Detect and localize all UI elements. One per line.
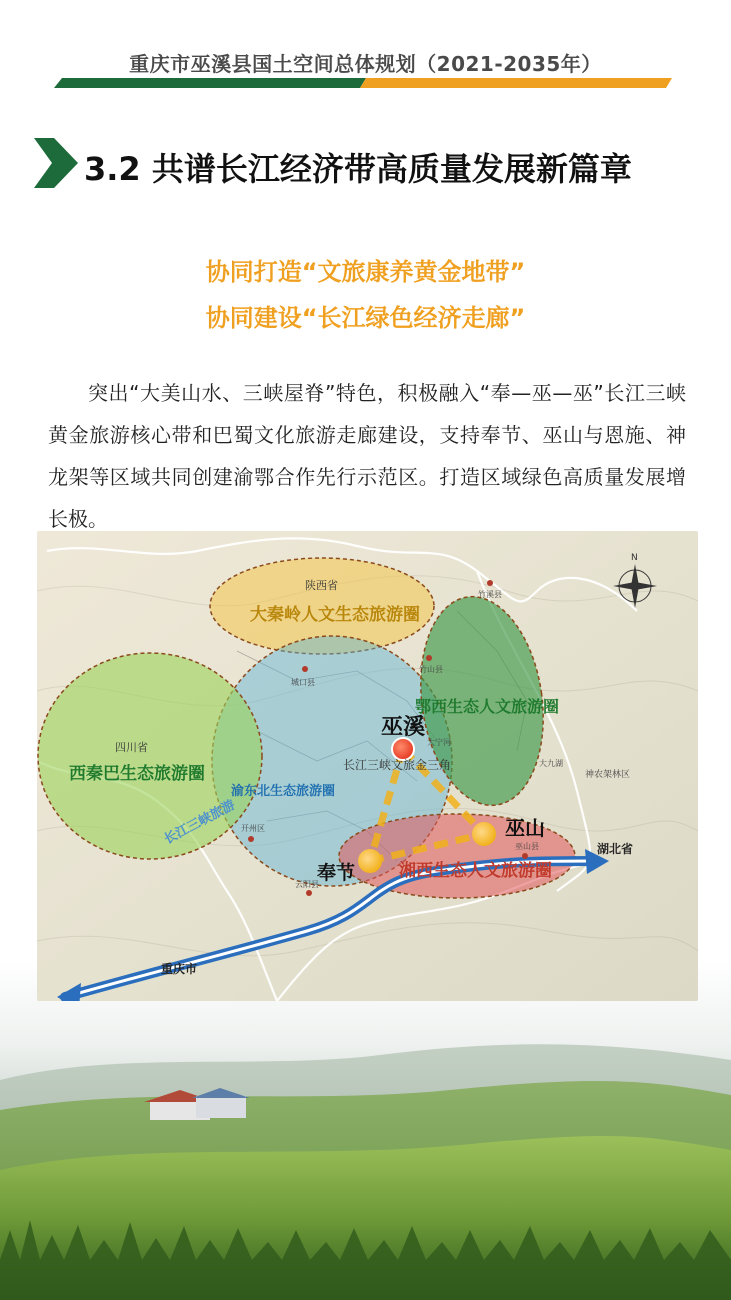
document-header-title: 重庆市巫溪县国土空间总体规划（2021-2035年）	[129, 52, 602, 76]
county-dot-kaizhou	[248, 836, 254, 842]
region-label-shaanxi: 陕西省	[305, 579, 338, 592]
city-marker-wuxi	[392, 738, 414, 760]
county-label-yunyang: 云阳县	[295, 880, 319, 889]
header-divider-bar	[54, 78, 672, 88]
compass-north-label: N	[631, 553, 638, 563]
section-heading	[34, 138, 714, 192]
county-label-zhuxi: 竹山县	[419, 665, 443, 674]
county-label-daji: 大九湖	[539, 759, 563, 768]
county-dot-zhuxi	[426, 655, 432, 661]
zone-label-three-gorges: 长江三峡旅游	[161, 797, 238, 848]
county-label-chengkou: 城口县	[291, 678, 315, 687]
slogan-1: 协同打造“文旅康养黄金地带”	[205, 258, 526, 286]
section-title: 3.2 共谱长江经济带高质量发展新篇章	[84, 150, 632, 188]
zone-label-qinling: 大秦岭人文生态旅游圈	[250, 605, 420, 625]
regional-tourism-map	[37, 531, 698, 1001]
county-label-kaizhou: 开州区	[241, 824, 265, 833]
city-label-wushan: 巫山	[505, 816, 545, 840]
county-dot-chengkou	[302, 666, 308, 672]
chevron-right-icon	[34, 138, 78, 188]
region-label-chongqing: 重庆市	[161, 962, 198, 976]
city-marker-wushan	[472, 822, 496, 846]
county-label-dachang: 大宁河	[427, 738, 451, 747]
region-label-sichuan: 四川省	[115, 741, 148, 754]
county-dot-zhushan	[487, 580, 493, 586]
county-dot-wushan	[522, 853, 528, 859]
zone-xiqinba	[38, 653, 262, 859]
city-marker-fengjie	[358, 849, 382, 873]
header-bar-orange	[360, 78, 672, 88]
body-paragraph: 突出“大美山水、三峡屋脊”特色，积极融入“奉—巫—巫”长江三峡黄金旅游核心带和巴蜀文化旅游走廊建设，支持奉节、巫山与恩施、神龙架等区域共同创建渝鄂合作先行示范区。打造区域绿色高质量发展增长极。	[48, 381, 686, 531]
county-label-wushan: 巫山县	[515, 842, 539, 851]
triangle-label: 长江三峡文旅金三角	[343, 758, 452, 772]
zone-label-xiqinba: 西秦巴生态旅游圈	[69, 764, 205, 784]
grassland-scenery-image	[0, 960, 731, 1300]
farmhouse	[144, 1088, 250, 1120]
region-label-hubei: 湖北省	[597, 842, 634, 856]
zone-label-exi: 鄂西生态人文旅游圈	[415, 697, 560, 716]
county-dot-yunyang	[306, 890, 312, 896]
slogan-2: 协同建设“长江绿色经济走廊”	[205, 304, 526, 332]
city-label-wuxi: 巫溪	[381, 715, 426, 740]
zone-label-yudongbei: 渝东北生态旅游圈	[231, 784, 336, 799]
header-bar-green	[54, 78, 366, 88]
zone-label-xiangxi: 湘西生态人文旅游圈	[399, 861, 552, 881]
county-label-zhushan: 竹溪县	[478, 590, 502, 599]
city-label-fengjie: 奉节	[317, 862, 356, 884]
region-label-shennongjia: 神农架林区	[585, 770, 631, 780]
